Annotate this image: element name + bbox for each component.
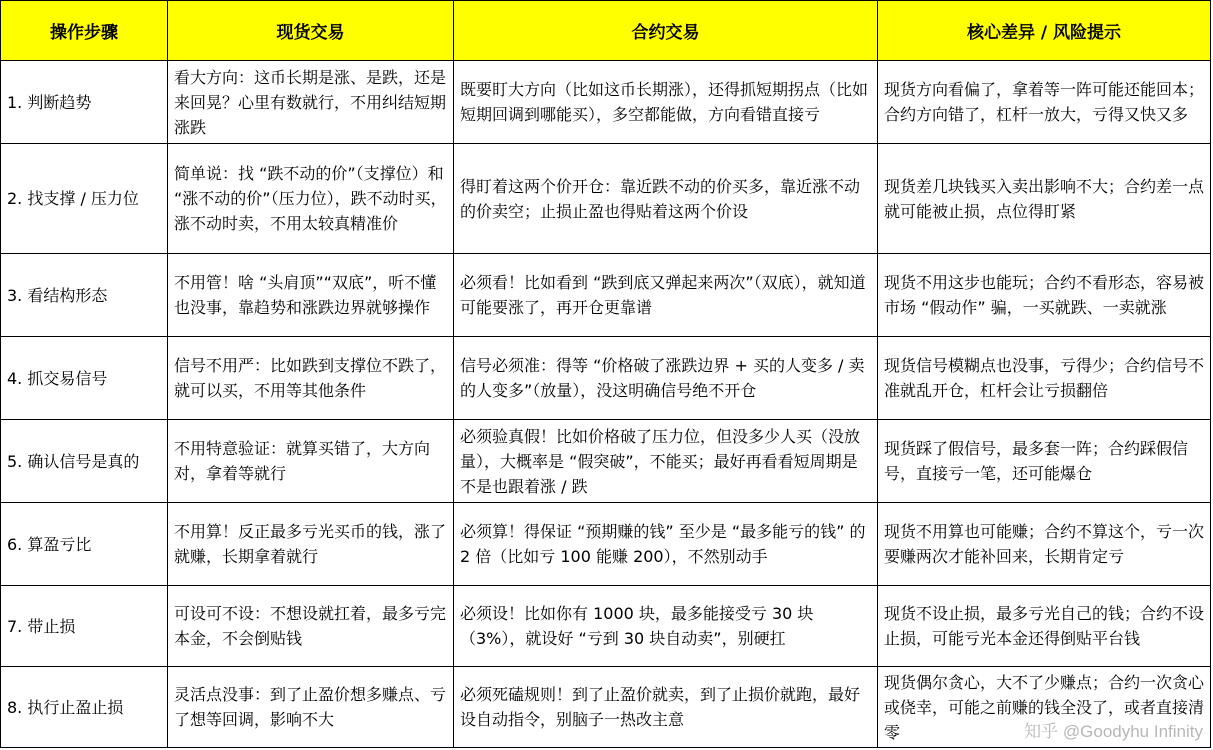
- spot-cell: 信号不用严：比如跌到支撑位不跌了，就可以买，不用等其他条件: [168, 337, 454, 420]
- step-cell: 5. 确认信号是真的: [1, 420, 168, 503]
- table-row: [1, 254, 1211, 337]
- table-row: [1, 420, 1211, 503]
- header-spot: 现货交易: [168, 1, 454, 61]
- table-row: [1, 586, 1211, 667]
- spot-cell: 灵活点没事：到了止盈价想多赚点、亏了想等回调，影响不大: [168, 667, 454, 748]
- risk-cell: 现货信号模糊点也没事，亏得少；合约信号不准就乱开仓，杠杆会让亏损翻倍: [878, 337, 1211, 420]
- risk-cell: 现货不设止损，最多亏光自己的钱；合约不设止损，可能亏光本金还得倒贴平台钱: [878, 586, 1211, 667]
- step-cell: 6. 算盈亏比: [1, 503, 168, 586]
- contract-cell: 必须算！得保证 “预期赚的钱” 至少是 “最多能亏的钱” 的 2 倍（比如亏 100 能赚 200），不然别动手: [454, 503, 878, 586]
- header-risk: 核心差异 / 风险提示: [878, 1, 1211, 61]
- contract-cell: 得盯着这两个价开仓：靠近跌不动的价买多，靠近涨不动的价卖空；止损止盈也得贴着这两个价设: [454, 144, 878, 254]
- header-row: [1, 1, 1211, 61]
- risk-cell: 现货差几块钱买入卖出影响不大；合约差一点就可能被止损，点位得盯紧: [878, 144, 1211, 254]
- risk-cell: 现货踩了假信号，最多套一阵；合约踩假信号，直接亏一笔，还可能爆仓: [878, 420, 1211, 503]
- table-row: [1, 503, 1211, 586]
- contract-cell: 必须看！比如看到 “跌到底又弹起来两次”（双底），就知道可能要涨了，再开仓更靠谱: [454, 254, 878, 337]
- table-row: [1, 61, 1211, 144]
- spot-cell: 不用管！啥 “头肩顶”“双底”，听不懂也没事，靠趋势和涨跌边界就够操作: [168, 254, 454, 337]
- contract-cell: 信号必须准：得等 “价格破了涨跌边界 + 买的人变多 / 卖的人变多”（放量），没这明确信号绝不开仓: [454, 337, 878, 420]
- spot-cell: 可设可不设：不想设就扛着，最多亏完本金，不会倒贴钱: [168, 586, 454, 667]
- risk-cell: 现货不用这步也能玩；合约不看形态，容易被市场 “假动作” 骗，一买就跌、一卖就涨: [878, 254, 1211, 337]
- table-row: [1, 337, 1211, 420]
- contract-cell: 必须死磕规则！到了止盈价就卖，到了止损价就跑，最好设自动指令，别脑子一热改主意: [454, 667, 878, 748]
- table-row: [1, 144, 1211, 254]
- watermark: 知乎 @Goodyhu Infinity: [1024, 722, 1203, 741]
- contract-cell: 必须验真假！比如价格破了压力位，但没多少人买（没放量），大概率是 “假突破”，不能买；最好再看看短周期是不是也跟着涨 / 跌: [454, 420, 878, 503]
- step-cell: 1. 判断趋势: [1, 61, 168, 144]
- spot-cell: 不用算！反正最多亏光买币的钱，涨了就赚，长期拿着就行: [168, 503, 454, 586]
- step-cell: 7. 带止损: [1, 586, 168, 667]
- step-cell: 8. 执行止盈止损: [1, 667, 168, 748]
- contract-cell: 既要盯大方向（比如这币长期涨），还得抓短期拐点（比如短期回调到哪能买），多空都能做，方向看错直接亏: [454, 61, 878, 144]
- risk-cell: 现货不用算也可能赚；合约不算这个，亏一次要赚两次才能补回来，长期肯定亏: [878, 503, 1211, 586]
- spot-cell: 简单说：找 “跌不动的价”（支撑位）和 “涨不动的价”（压力位），跌不动时买，涨不动时卖，不用太较真精准价: [168, 144, 454, 254]
- contract-cell: 必须设！比如你有 1000 块，最多能接受亏 30 块（3%），就设好 “亏到 30 块自动卖”，别硬扛: [454, 586, 878, 667]
- risk-cell: 现货偶尔贪心，大不了少赚点；合约一次贪心或侥幸，可能之前赚的钱全没了，或者直接清零: [878, 667, 1211, 748]
- spot-cell: 不用特意验证：就算买错了，大方向对，拿着等就行: [168, 420, 454, 503]
- step-cell: 2. 找支撑 / 压力位: [1, 144, 168, 254]
- risk-cell: 现货方向看偏了，拿着等一阵可能还能回本；合约方向错了，杠杆一放大，亏得又快又多: [878, 61, 1211, 144]
- header-step: 操作步骤: [1, 1, 168, 61]
- step-cell: 3. 看结构形态: [1, 254, 168, 337]
- spot-cell: 看大方向：这币长期是涨、是跌，还是来回晃？心里有数就行，不用纠结短期涨跌: [168, 61, 454, 144]
- table-row: [1, 667, 1211, 748]
- header-contract: 合约交易: [454, 1, 878, 61]
- step-cell: 4. 抓交易信号: [1, 337, 168, 420]
